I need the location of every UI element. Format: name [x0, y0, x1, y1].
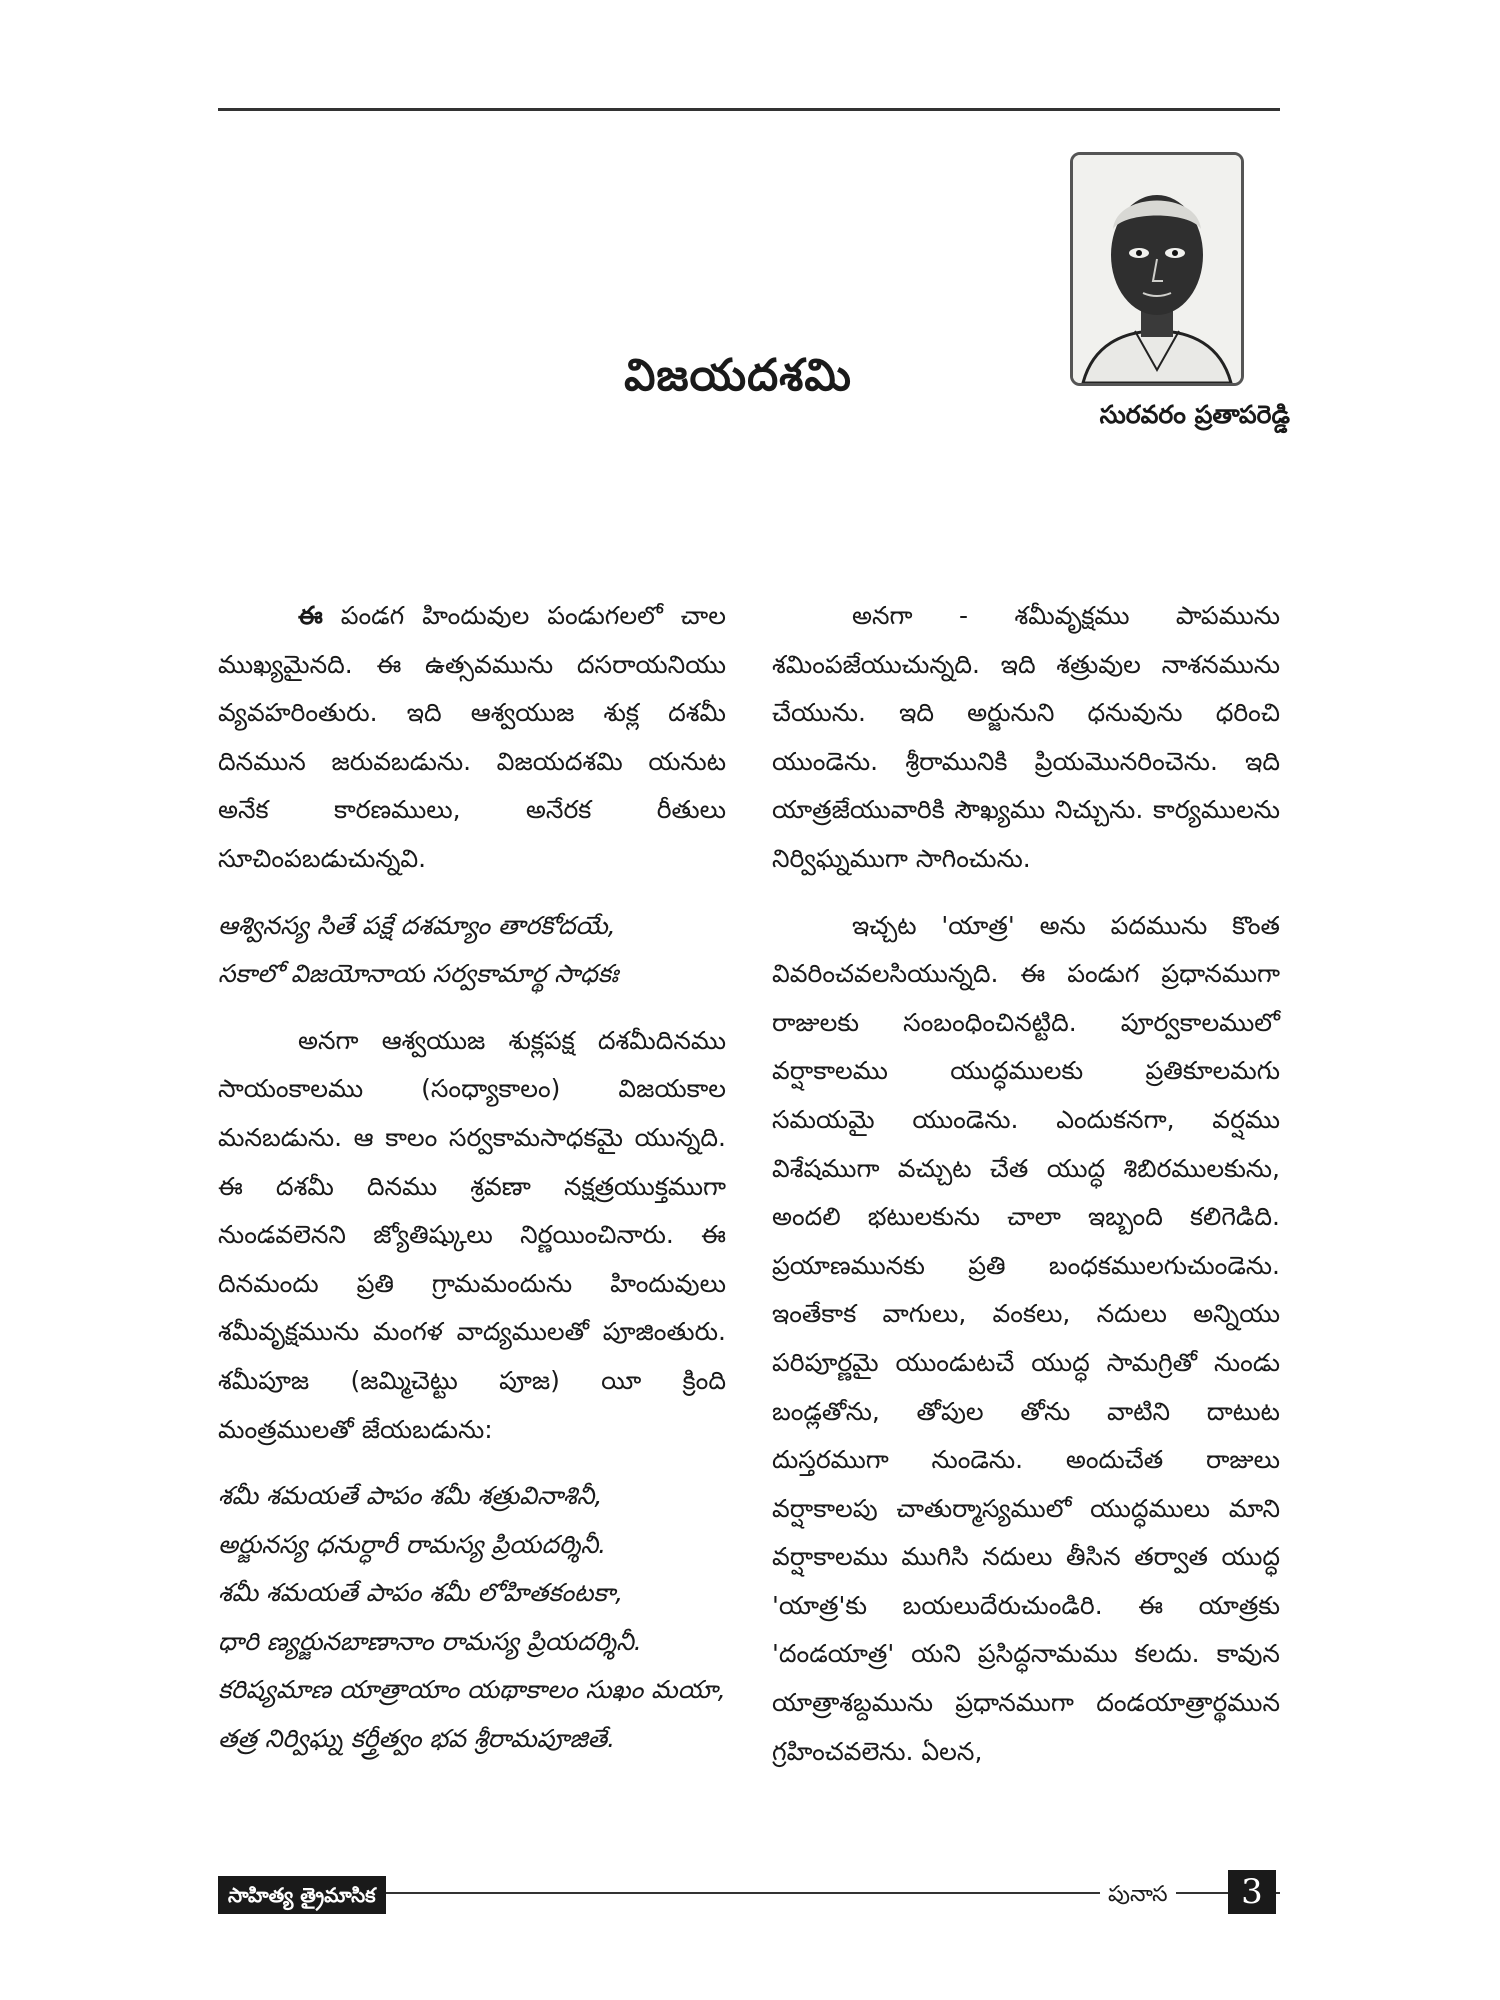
- article-title: విజయదశమి: [624, 350, 852, 401]
- verse-line: ధారి ణ్యర్జునబాణానాం రామస్య ప్రియదర్శినీ.: [218, 1626, 642, 1656]
- paragraph: [218, 592, 726, 884]
- verse-line: సకాలో విజయోనాయ సర్వకామార్థ సాధకః: [218, 959, 619, 989]
- verse-line: ఆశ్వినస్య సితే పక్షే దశమ్యాం తారకోదయే,: [218, 910, 616, 940]
- portrait-illustration: [1073, 155, 1241, 383]
- paragraph: ఇచ్చట 'యాత్ర' అను పదమును కొంత వివరించవలసియున్నది. ఈ పండుగ ప్రధానముగా రాజులకు సంబంధించినట్టిది. పూర్వకాలములో వర్షాకాలము యుద్ధములకు ప్రతికూలమగు సమయమై యుండెను. ఎందుకనగా, వర్షము విశేషముగా వచ్చుట చేత యుద్ధ శిబిరములకును, అందలి భటులకును చాలా ఇబ్బంది కలిగెడిది. ప్రయాణమునకు ప్రతి బంధకములగుచుండెను. ఇంతేకాక వాగులు, వంకలు, నదులు అన్నియు పరిపూర్ణమై యుండుటచే యుద్ధ సామగ్రితో నుండు బండ్లతోను, తోపుల తోను వాటిని దాటుట దుస్తరముగా నుండెను. అందుచేత రాజులు వర్షాకాలపు చాతుర్మాస్యములో యుద్ధములు మాని వర్షాకాలము ముగిసి నదులు తీసిన తర్వాత యుద్ధ 'యాత్ర'కు బయలుదేరుచుండిరి. ఈ యాత్రకు 'దండయాత్ర' యని ప్రసిద్ధనామము కలదు. కావున యాత్రాశబ్దమును ప్రధానముగా దండయాత్రార్థమున గ్రహించవలెను. ఏలన,: [772, 910, 1280, 1766]
- left-column: [218, 592, 726, 1764]
- verse-line: తత్ర నిర్విఘ్న కర్త్రీత్వం భవ శ్రీరామపూజితే.: [218, 1724, 616, 1754]
- paragraph-text: పండగ హిందువుల పండుగలలో చాల ముఖ్యమైనది. ఈ ఉత్సవమును దసరాయనియు వ్యవహరింతురు. ఇది ఆశ్వయుజ శుక్ల దశమీ దినమున జరువబడును. విజయదశమి యనుట అనేక కారణములు, అనేరక రీతులు సూచింపబడుచున్నవి.: [218, 601, 726, 873]
- footer-issue-label: పునాస: [1100, 1876, 1176, 1914]
- verse-line: అర్జునస్య ధనుర్ధారీ రామస్య ప్రియదర్శినీ.: [218, 1529, 607, 1559]
- paragraph: అనగా ఆశ్వయుజ శుక్లపక్ష దశమీదినము సాయంకాలము (సంధ్యాకాలం) విజయకాల మనబడును. ఆ కాలం సర్వకామసాధకమై యున్నది. ఈ దశమీ దినము శ్రవణా నక్షత్రయుక్తముగా నుండవలెనని జ్యోతిష్కులు నిర్ణయించినారు. ఈ దినమందు ప్రతి గ్రామమందును హిందువులు శమీవృక్షమును మంగళ వాద్యములతో పూజింతురు. శమీపూజ (జమ్మిచెట్టు పూజ) యీ క్రింది మంత్రములతో జేయబడును:: [218, 1025, 726, 1444]
- verse-line: శమీ శమయతే పాపం శమీ శత్రువినాశినీ,: [218, 1481, 603, 1511]
- footer-magazine-label: సాహిత్య త్రైమాసిక: [218, 1876, 386, 1914]
- verse-line: కరిష్యమాణ యాత్రాయాం యథాకాలం సుఖం మయా,: [218, 1675, 726, 1705]
- verse-line: శమీ శమయతే పాపం శమీ లోహితకంటకా,: [218, 1578, 624, 1608]
- article-author: సురవరం ప్రతాపరెడ్డి: [1099, 400, 1290, 429]
- author-portrait: [1070, 152, 1244, 386]
- page-number: 3: [1228, 1870, 1276, 1914]
- right-column: [772, 592, 1280, 1776]
- dropcap: ఈ: [298, 601, 323, 630]
- paragraph: అనగా - శమీవృక్షము పాపమును శమింపజేయుచున్నది. ఇది శత్రువుల నాశనమును చేయును. ఇది అర్జునుని ధనువును ధరించి యుండెను. శ్రీరామునికి ప్రియమొనరించెను. ఇది యాత్రజేయువారికి సౌఖ్యము నిచ్చును. కార్యములను నిర్విఘ్నముగా సాగించును.: [772, 601, 1280, 873]
- header-rule: [218, 108, 1280, 111]
